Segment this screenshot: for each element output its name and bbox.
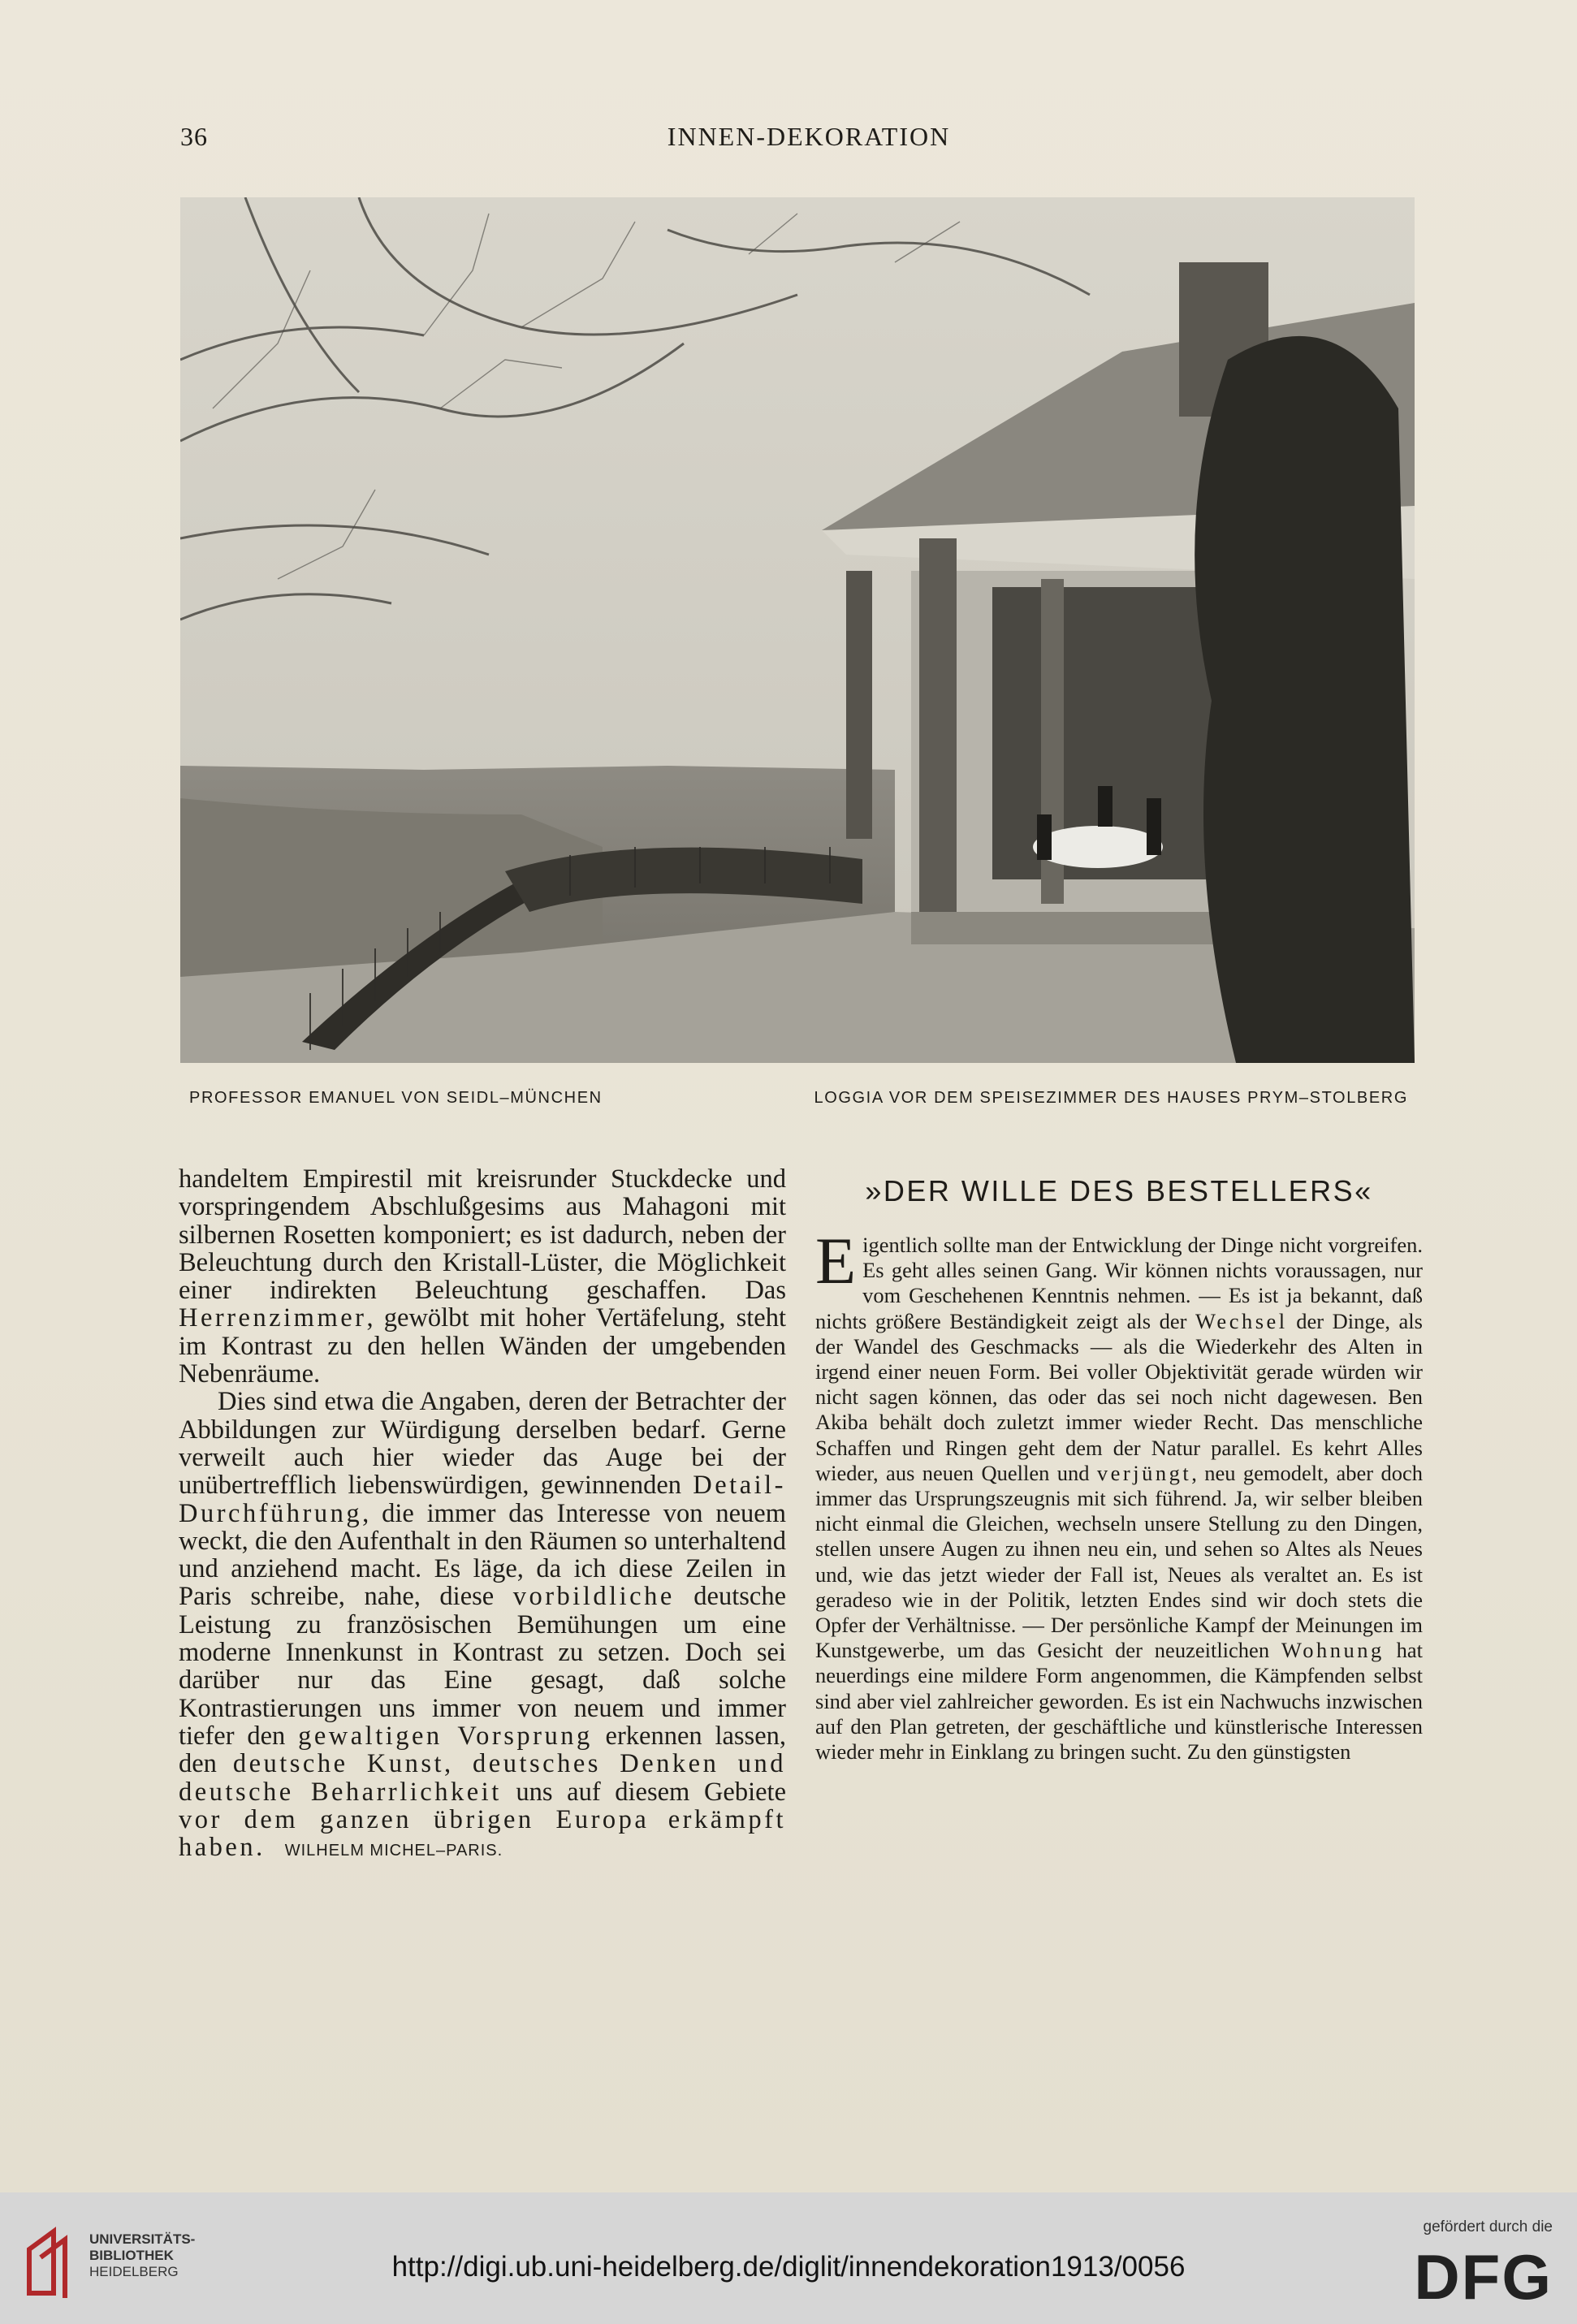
author-signature: WILHELM MICHEL–PARIS. <box>284 1842 503 1860</box>
caption-architect: PROFESSOR EMANUEL VON SEIDL–MÜNCHEN <box>189 1089 603 1107</box>
footer-bar <box>0 2192 1577 2324</box>
journal-title: INNEN-DEKORATION <box>667 122 951 151</box>
paragraph: handeltem Empirestil mit kreisrunder Stuckdecke und vorspringendem Abschlußgesims aus Mahagoni mit silbernen Rosetten komponiert; es ist dadurch, neben der Beleuchtung durch den Kristall-Lüster, die Möglichkeit einer indirekten Beleuchtung geschaffen. Das Herrenzimmer, gewölbt mit hoher Vertäfelung, steht im Kontrast zu den hellen Wänden der umgebenden Nebenräume. <box>179 1164 786 1389</box>
loggia-photograph <box>180 197 1415 1063</box>
article-left-column <box>179 1165 786 1864</box>
article-title: »DER WILLE DES BESTELLERS« <box>865 1174 1373 1207</box>
paragraph: Dies sind etwa die Angaben, deren der Betrachter der Abbildungen zur Würdigung derselben bedarf. Gerne verweilt auch hier wieder das Auge bei der unübertrefflich liebenswürdigen, gewinnenden Detail-Durchführung, die immer das Interesse von neuem weckt, die den Aufenthalt in den Räumen so unterhaltend und anziehend macht. Es läge, da ich diese Zeilen in Paris schreibe, nahe, diese vorbildliche deutsche Leistung zu französischen Bemühungen um eine moderne Innenkunst in Kontrast zu setzen. Doch sei darüber nur das Eine gesagt, daß solche Kontrastierungen uns immer von neuem und immer tiefer den gewaltigen Vorsprung erkennen lassen, den deutsche Kunst, deutsches Denken und deutsche Beharrlichkeit uns auf diesem Gebiete vor dem ganzen übrigen Europa erkämpft haben. WILHELM MICHEL–PARIS. <box>179 1387 787 1863</box>
funding-note: gefördert durch die <box>1423 2218 1553 2235</box>
drop-cap: E <box>815 1224 857 1298</box>
caption-subject: LOGGIA VOR DEM SPEISEZIMMER DES HAUSES PRYM–STOLBERG <box>814 1089 1408 1107</box>
paragraph: Eigentlich sollte man der Entwicklung der Dinge nicht vorgreifen. Es geht alles seinen Gang. Wir können nichts voraussagen, nur vom Geschehenen Kenntnis nehmen. — Es ist ja bekannt, daß nichts größere Beständigkeit zeigt als der Wechsel der Dinge, als der Wandel des Geschmacks — als die Wiederkehr des Alten in irgend einer neuen Form. Bei voller Objektivität gerade würden wir nicht sagen können, das oder das sei noch nicht dagewesen. Ben Akiba behält doch zuletzt immer wieder Recht. Das menschliche Schaffen und Ringen geht dem der Natur parallel. Es kehrt Alles wieder, aus neuen Quellen und verjüngt, neu gemodelt, aber doch immer das Ursprungszeugnis mit sich führend. Ja, wir selber bleiben nicht einmal die Gleichen, wechseln unsere Stellung zu den Dingen, stellen unsere Augen zu ihnen neu ein, und sehen so Altes als Neues und, wie das jetzt wieder der Fall ist, Neues als veraltet an. Es ist geradeso wie in der Politik, letzten Endes sind wir doch stets die Opfer der Verhältnisse. — Der persönliche Kampf der Meinungen im Kunstgewerbe, um das Gesicht der neuzeitlichen Wohnung hat neuerdings eine mildere Form angenommen, die Kämpfenden selbst sind aber viel zahlreicher geworden. Es ist ein Nachwuchs inzwischen auf den Plan getreten, der geschäftliche und künstlerische Interessen wieder mehr in Einklang zu bringen sucht. Zu den günstigsten <box>815 1224 1424 1765</box>
source-url-link[interactable]: http://digi.ub.uni-heidelberg.de/diglit/innendekoration1913/0056 <box>391 2251 1186 2283</box>
article-right-column <box>815 1224 1424 1765</box>
dfg-logo[interactable]: DFG <box>1414 2241 1553 2313</box>
library-name[interactable]: UNIVERSITÄTS- BIBLIOTHEK HEIDELBERG <box>89 2231 196 2279</box>
page-number: 36 <box>180 122 208 151</box>
